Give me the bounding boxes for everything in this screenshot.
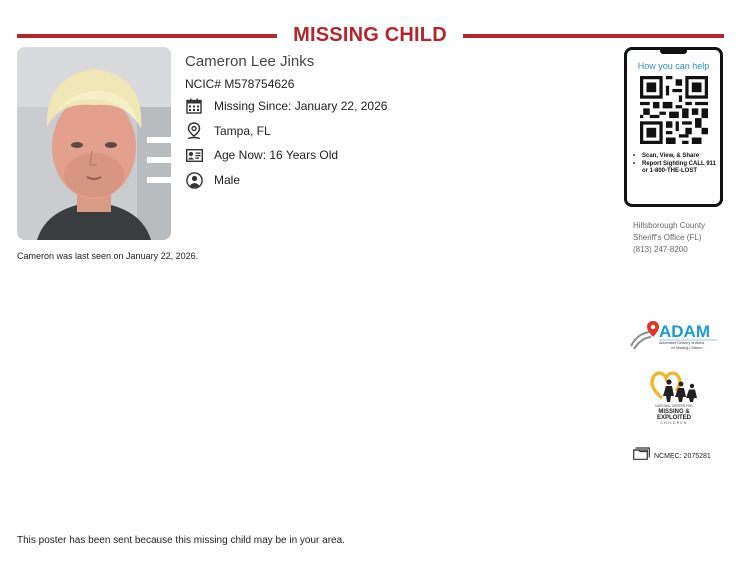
missing-since: Missing Since: January 22, 2026	[214, 99, 388, 113]
poster-title: MISSING CHILD	[293, 24, 447, 46]
header-rule-left	[17, 34, 277, 38]
phone-notch	[660, 50, 687, 54]
header-rule-right	[463, 34, 724, 38]
sex-row	[185, 171, 240, 189]
age-row	[185, 146, 338, 164]
ncmec-case-row	[633, 447, 711, 465]
location: Tampa, FL	[214, 124, 271, 138]
last-seen-narrative: Cameron was last seen on January 22, 2026.	[17, 251, 199, 261]
ncic-number: NCIC# M578754626	[185, 77, 295, 91]
qr-code-icon[interactable]	[640, 76, 708, 144]
adam-tagline-2: on Missing Children	[671, 346, 703, 350]
missing-since-row	[185, 97, 387, 115]
calendar-icon	[185, 97, 203, 115]
adam-wordmark: ADAM	[659, 322, 710, 341]
location-row	[185, 122, 271, 140]
help-card	[624, 47, 723, 207]
age-now: Age Now: 16 Years Old	[214, 148, 339, 162]
folder-icon	[633, 447, 650, 465]
ncmec-logo	[648, 368, 700, 428]
adam-tagline-1: Automated Delivery of Alerts	[659, 341, 705, 345]
ncmec-line4: CHILDREN	[660, 421, 688, 425]
help-item-report: • Report Sighting CALL 911 or 1-800-THE-LOST	[633, 161, 719, 176]
agency-name-line1: Hillsborough County	[633, 221, 706, 230]
person-icon	[185, 171, 203, 189]
child-photo	[17, 47, 171, 240]
ncmec-line3: EXPLOITED	[656, 415, 692, 421]
agency-name-line2: Sheriff's Office (FL)	[633, 233, 702, 242]
adam-logo	[629, 320, 719, 354]
child-name: Cameron Lee Jinks	[185, 53, 315, 70]
ncmec-case-number: NCMEC: 2075281	[654, 452, 711, 460]
help-item-share: • Scan, View, & Share	[633, 153, 719, 161]
ncmec-line2: MISSING &	[658, 409, 690, 415]
agency-contact	[633, 220, 705, 256]
help-card-title: How you can help	[637, 61, 710, 71]
agency-phone[interactable]: (813) 247-8200	[633, 245, 688, 254]
help-card-list	[633, 153, 719, 176]
map-pin-icon	[185, 122, 203, 140]
id-card-icon	[185, 146, 203, 164]
sex: Male	[214, 173, 241, 187]
footer-note: This poster has been sent because this missing child may be in your area.	[17, 535, 345, 546]
ncmec-line1: NATIONAL CENTER FOR	[655, 404, 693, 408]
